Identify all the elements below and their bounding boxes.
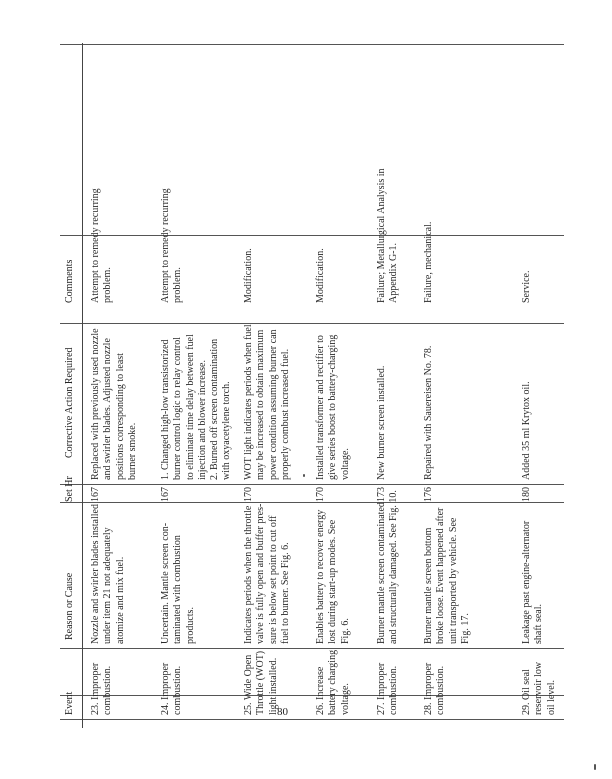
row-29-set-hr: 180 bbox=[521, 487, 532, 502]
row-27-reason: Burner mantle screen contaminated and structurally damaged. See Fig. 10. bbox=[376, 490, 400, 644]
rotated-table-page bbox=[50, 43, 580, 728]
row-27-event: 27. Improper combustion. bbox=[376, 662, 400, 715]
row-25-comments: Modification. bbox=[243, 248, 254, 303]
row-23-event: 23. Improper combustion. bbox=[90, 662, 114, 715]
column-rule bbox=[60, 484, 564, 485]
row-25-event: 25. Wide Open Throttle (WOT) light installed. bbox=[243, 650, 279, 715]
row-28-action: Repaired with Sauereisen No. 78. bbox=[423, 345, 434, 480]
row-24-comments: Attempt to remedy recurring problem. bbox=[160, 188, 184, 303]
row-24-event: 24. Improper combustion. bbox=[160, 662, 184, 715]
column-rule bbox=[60, 323, 564, 324]
row-25-reason: Indicates periods when the throttle valve is fully open and buffer pres- sure is below set point to cut off fuel to burner. See Fig. 6. bbox=[243, 503, 291, 644]
column-rule bbox=[60, 235, 564, 236]
table-left-rule bbox=[60, 719, 564, 720]
header-reason: Reason or Cause bbox=[64, 572, 75, 640]
row-29-event: 29. Oil seal reservoir low oil level. bbox=[521, 661, 557, 715]
row-26-event: 26. Increase battery charging voltage. bbox=[315, 649, 351, 715]
row-25-action: WOT light indicates periods when fuel may be increased to obtain maximum power condition assuming burner can properly combust increased fuel. bbox=[243, 324, 291, 480]
page-number: 80 bbox=[277, 706, 288, 718]
row-23-action: Replaced with previously used nozzle and swirler blades. Adjusted nozzle positions corresponding to least burner smoke. bbox=[90, 328, 138, 480]
row-23-reason: Nozzle and swirler blades installed under item 21 not adequately atomize and mix fuel. bbox=[90, 504, 126, 644]
row-28-set-hr: 176 bbox=[423, 487, 434, 502]
row-23-set-hr: 167 bbox=[90, 487, 101, 502]
row-25-set-hr: 170 bbox=[243, 487, 254, 502]
column-rule bbox=[60, 695, 564, 696]
header-set-hr: Set Hr bbox=[64, 476, 75, 502]
row-27-set-hr: 173 bbox=[376, 487, 387, 502]
header-comments: Comments bbox=[64, 259, 75, 303]
row-28-reason: Burner mantle screen bottom broke loose. Event happened after unit transported by vehicle. See Fig. 17. bbox=[423, 507, 471, 644]
row-26-set-hr: 170 bbox=[315, 487, 326, 502]
row-27-comments: Failure; Metallurgical Analysis in Appendix G-1. bbox=[376, 168, 400, 303]
row-29-comments: Service. bbox=[521, 270, 532, 303]
scan-speck bbox=[303, 474, 305, 477]
row-28-comments: Failure, mechanical. bbox=[423, 221, 434, 303]
row-26-reason: Enables battery to recover energy lost during start-up modes. See Fig. 6. bbox=[315, 509, 351, 644]
table-right-rule bbox=[60, 44, 564, 45]
row-29-action: Added 35 ml Krytox oil. bbox=[521, 381, 532, 480]
row-28-event: 28. Improper combustion. bbox=[423, 662, 447, 715]
row-27-action: New burner screen installed. bbox=[376, 365, 387, 480]
row-24-action: 1. Changed high-low transistorized burner control logic to relay control to eliminate time delay between fuel injection and blower increase. 2. Burned off screen contamination with oxyacetylene torch. bbox=[160, 334, 233, 480]
header-event: Event bbox=[64, 691, 75, 715]
row-29-reason: Leakage past engine-alternator shaft seal. bbox=[521, 520, 545, 644]
row-23-comments: Attempt to remedy recurring problem. bbox=[90, 188, 114, 303]
column-rule bbox=[60, 648, 564, 649]
row-24-set-hr: 167 bbox=[160, 487, 171, 502]
row-26-action: Installed transformer and rectifier to give series boost to battery-charging voltage. bbox=[315, 334, 351, 480]
row-26-comments: Modification. bbox=[315, 248, 326, 303]
header-rule bbox=[82, 43, 83, 728]
column-rule bbox=[60, 502, 564, 503]
row-24-reason: Uncertain. Mantle screen con- taminated with combustion products. bbox=[160, 522, 196, 644]
scan-speck bbox=[594, 764, 596, 770]
header-action: Corrective Action Required bbox=[64, 347, 75, 458]
